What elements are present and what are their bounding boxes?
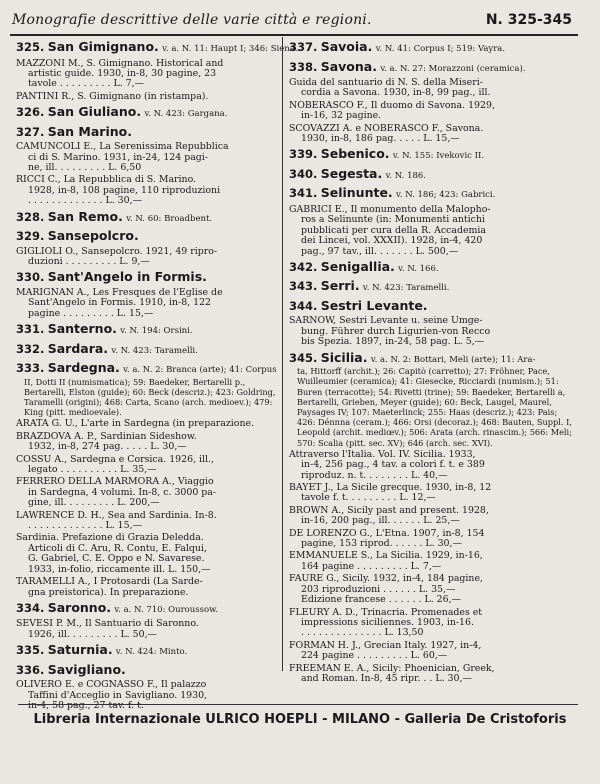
catalog-entry (16, 209, 278, 228)
entry-heading (289, 259, 574, 278)
publication: GIGLIOLI O., Sansepolcro. 1921, 49 ripro- duzioni . . . . . . . . . L. 9,— (16, 245, 218, 267)
publication: Sardinia. Prefazione di Grazia Deledda. Articoli di C. Aru, R. Contu, E. Falqui, G. Gabriel, C. E. Oppo e N. Savarese. 1933, in-folio, riccamente ill. L. 150,— (16, 532, 211, 575)
entry-heading (289, 59, 574, 78)
header-rule (10, 34, 578, 36)
publication: FLEURY A. D., Trinacria. Promenades et impressions siciliennes. 1903, in-16. . . . . . . . . . . . . . . L. 13,50 (289, 606, 483, 639)
entry-heading (16, 662, 278, 680)
publication: PANTINI R., S. Gimignano (in ristampa). (16, 90, 209, 102)
entry-city: San Gimignano. (47, 39, 159, 54)
entry-city: Senigallia. (320, 258, 395, 274)
publication: CAMUNCOLI E., La Serenissima Repubblica ci di S. Marino. 1931, in-24, 124 pagi- ne, ill. . . . . . . . . L. 6,50 (16, 141, 229, 173)
publication: GABRICI E., Il monumento della Malopho- ros a Selinunte (in: Monumenti antichi pubblicati per cura della R. Accademia dei Lincei, vol. XXXII). 1928, in-4, 420 pag., 97 tav., ill. . . . . . . L. 500,— (289, 203, 491, 257)
entry-references: v. N. 155: Ivekovic II. (392, 151, 485, 162)
entry-references: v. a. N. 710: Ouroussow. (114, 604, 219, 615)
entry-number: 334. (16, 600, 45, 615)
entry-number: 328. (16, 209, 45, 224)
publisher-footer: Libreria Internazionale ULRICO HOEPLI - MILANO - Galleria De Cristoforis (33, 712, 567, 727)
publication: SARNOW, Sestri Levante u. seine Umge- bung. Führer durch Ligurien-von Recco bis Spezia. 1897, in-24, 58 pag. L. 5,— (289, 315, 491, 348)
catalog-entry (289, 350, 574, 685)
entry-references: v. N. 186. (385, 170, 426, 181)
publication: BROWN A., Sicily past and present. 1928, in-16, 200 pag., ill. . . . . . L. 25,— (289, 504, 489, 527)
entry-references: v. a. N. 2: Bottari, Meli (arte); 11: Ara- (370, 354, 536, 365)
entry-city: San Giuliano. (47, 104, 142, 120)
entry-city: Sebenico. (320, 146, 390, 162)
entry-city: Sant'Angelo in Formis. (47, 269, 207, 285)
entry-references: v. N. 423: Taramelli. (111, 345, 198, 356)
entry-references: v. N. 41: Corpus I; 519: Vayra. (375, 44, 506, 54)
entry-number: 340. (289, 166, 318, 181)
entry-heading (16, 269, 278, 287)
catalog-entry (16, 341, 278, 360)
entry-number: 333. (16, 361, 45, 376)
entry-references: v. N. 166. (398, 263, 439, 274)
entry-number: 341. (289, 186, 318, 201)
entry-references: v. a. N. 11: Haupt I; 346: Siena. (162, 44, 298, 54)
entry-city: Santerno. (47, 321, 117, 337)
entry-references-continued: II, Dotti II (numismatica); 59: Baedeker, Bertarelli p., Bertarelli, Elston (guide); 60: Beck (descriz.); 423: Goldring, Taramelli (origini); 468: Carta, Scano (arch. medioev.); 479: King (pitt. medioevale). (24, 376, 276, 418)
entry-city: San Marino. (47, 123, 132, 139)
publication: Guida del santuario di N. S. della Miseri- cordia a Savona. 1930, in-8, 99 pag., ill. (289, 77, 491, 99)
entry-heading (16, 228, 278, 246)
publication: OLIVERO E. e COGNASSO F., Il palazzo Taffini d'Acceglio in Savigliano. 1930, in-4, 58 pag., 27 tav. f. t. (16, 679, 208, 712)
right-column (289, 39, 574, 686)
column-divider (282, 37, 283, 671)
entry-heading (289, 278, 574, 297)
entry-references: v. a. N. 27: Morazzoni (ceramica). (380, 63, 526, 74)
publication: RICCI C., La Repubblica di S. Marino. 1928, in-8, 108 pagine, 110 riproduzioni . . . . . . . . . . . . . L. 30,— (16, 174, 221, 207)
entry-city: Segesta. (320, 165, 383, 181)
entry-references: v. a. N. 2: Branca (arte); 41: Corpus (123, 365, 277, 376)
publication: FORMAN H. J., Grecian Italy. 1927, in-4, 224 pagine . . . . . . . . . L. 60,— (289, 639, 482, 662)
page-header (12, 8, 572, 32)
entry-references: v. N. 424: Minto. (115, 647, 188, 658)
entry-references: v. N. 194: Orsini. (120, 326, 193, 337)
catalog-entry (16, 269, 278, 319)
publication: MARIGNAN A., Les Fresques de l'Eglise de Sant'Angelo in Formis. 1910, in-8, 122 pagine . . . . . . . . . L. 15,— (16, 286, 223, 319)
entry-city: Savigliano. (47, 661, 126, 677)
entry-city: Sicilia. (320, 349, 368, 365)
entry-number: 338. (289, 59, 318, 74)
entry-heading (16, 104, 278, 123)
entry-heading (289, 166, 574, 185)
entry-references: v. N. 423: Taramelli. (362, 283, 450, 294)
entry-city: Sestri Levante. (320, 297, 428, 313)
publication: Attraverso l'Italia. Vol. IV. Sicilia. 1933, in-4, 256 pag., 4 tav. a colori f. t. e 389 riproduz. n. t. . . . . . . . L. 40,— (289, 448, 485, 481)
entry-number: 345. (289, 350, 318, 365)
entry-number: 335. (16, 643, 45, 658)
entry-number: 332. (16, 341, 45, 356)
catalog-entry (289, 166, 574, 185)
entry-heading (16, 360, 278, 379)
entry-heading (16, 642, 278, 661)
catalog-entry (289, 185, 574, 257)
catalog-entry (289, 39, 574, 58)
catalog-entry (289, 259, 574, 278)
catalog-entry (289, 146, 574, 165)
catalog-entry (16, 228, 278, 267)
publication: MAZZONI M., S. Gimignano. Historical and artistic guide. 1930, in-8, 30 pagine, 23 tavole . . . . . . . . . L. 7,— (16, 57, 224, 90)
entry-number: 325. (16, 40, 45, 54)
entry-city: Savoia. (320, 39, 373, 54)
publication: FERRERO DELLA MARMORA A., Viaggio in Sardegna, 4 volumi. In-8, c. 3000 pa- gine, ill. . . . . . . . . L. 200,— (16, 476, 217, 509)
entry-city: Savona. (320, 58, 377, 74)
entry-heading (289, 39, 574, 58)
catalog-entry (289, 298, 574, 348)
entry-number: 329. (16, 229, 45, 244)
publication: FAURE G., Sicily. 1932, in-4, 184 pagine, 203 riproduzioni . . . . . . L. 35,— Edizione francese . . . . . . L. 26,— (289, 573, 483, 606)
publication: DE LORENZO G., L'Etna. 1907, in-8, 154 pagine, 153 riprod. . . . . . L. 30,— (289, 527, 485, 550)
entry-heading (16, 600, 278, 619)
entry-number: 331. (16, 322, 45, 337)
entry-number: 336. (16, 662, 45, 677)
entry-number: 327. (16, 124, 45, 139)
header-title: Monografie descrittive delle varie città e regioni. (12, 12, 372, 28)
catalog-entry (16, 321, 278, 340)
entry-number: 326. (16, 105, 45, 120)
publication: EMMANUELE S., La Sicilia. 1929, in-16, 164 pagine . . . . . . . . . L. 7,— (289, 550, 483, 572)
entry-city: San Remo. (47, 208, 123, 224)
entry-references: v. N. 186; 423: Gabrici. (396, 190, 496, 201)
publication: ARATA G. U., L'arte in Sardegna (in preparazione. (16, 418, 255, 430)
footer-rule (18, 704, 578, 705)
entry-city: Saronno. (47, 599, 112, 615)
entry-number: 344. (289, 298, 318, 313)
catalog-entry (16, 642, 278, 661)
catalog-entry (16, 124, 278, 207)
entry-heading (16, 341, 278, 360)
publication: LAWRENCE D. H., Sea and Sardinia. In-8. . . . . . . . . . . . . . L. 15,— (16, 509, 217, 532)
entry-number: 330. (16, 270, 45, 285)
entry-heading (289, 146, 574, 165)
entry-city: Saturnia. (47, 642, 113, 658)
entry-number: 337. (289, 40, 318, 54)
entry-references: v. N. 60: Broadbent. (126, 213, 213, 224)
entry-references: v. N. 423: Gargana. (144, 109, 228, 120)
entry-references-continued: ta, Hittorff (archit.); 26: Capitò (carretto); 27: Fröhner, Pace, Wuilleumier (ceramica); 41: Giesecke, Ricciardi (numism.); 51: Buren (terracotte); 54: Rivetti (trine); 59: Baedeker, Bertarelli a, Bertarelli, Grieben, Meyer (guide); 60: Beck, Laugel, Maurel, Paysages IV; 107: Maeterlinck; 255: Haas (descriz.); 423: Pais; 426: Dénnna (ceram.); 466: Orsi (decoraz.); 468: Bauten, Suppl. I, Leopold (archit. mediœv.); 506: Arata (arch. rinascim.); 566: Meli; 570: Scalia (pitt. sec. XV); 646 (arch. sec. XVI). (297, 366, 572, 448)
publication: COSSU A., Sardegna e Corsica. 1926, ill., legato . . . . . . . . . . L. 35,— (16, 453, 214, 476)
entry-heading (16, 124, 278, 142)
publication: BRAZDOVA A. P., Sardinian Sideshow. 1932, in-8, 274 pag. . . . . L. 30,— (16, 430, 197, 453)
publication: BAYET J., La Sicile grecque. 1930, in-8, 12 tavole f. t. . . . . . . . . L. 12,— (289, 482, 492, 504)
catalog-entry (16, 104, 278, 123)
entry-city: Selinunte. (320, 185, 393, 201)
entry-heading (289, 298, 574, 316)
entry-heading (289, 185, 574, 204)
catalog-entry (289, 59, 574, 145)
entry-city: Serri. (320, 278, 360, 294)
entry-city: Sardegna. (47, 360, 120, 376)
entry-heading (16, 39, 298, 58)
publication: TARAMELLI A., I Protosardi (La Sarde- gna preistorica). In preparazione. (16, 576, 203, 598)
catalog-entry (16, 39, 298, 102)
entry-city: Sansepolcro. (47, 228, 139, 244)
catalog-entry (16, 600, 278, 640)
publication: FREEMAN E. A., Sicily: Phoenician, Greek, and Roman. In-8, 45 ripr. . . L. 30,— (289, 662, 495, 684)
entry-number: 339. (289, 147, 318, 162)
left-column (16, 39, 298, 713)
publication: NOBERASCO F., Il duomo di Savona. 1929, in-16, 32 pagine. (289, 99, 495, 122)
header-range: N. 325-345 (485, 12, 572, 28)
entry-number: 343. (289, 279, 318, 294)
publication: SEVESI P. M., Il Santuario di Saronno. 1926, ill. . . . . . . . . L. 50,— (16, 618, 199, 640)
entry-number: 342. (289, 259, 318, 274)
entry-heading (16, 321, 278, 340)
entry-heading (16, 209, 278, 228)
catalog-entry (16, 360, 278, 598)
catalog-entry (289, 278, 574, 297)
entry-city: Sardara. (47, 340, 109, 356)
publication: SCOVAZZI A. e NOBERASCO F., Savona. 1930, in-8, 186 pag. . . . . L. 15,— (289, 122, 484, 145)
